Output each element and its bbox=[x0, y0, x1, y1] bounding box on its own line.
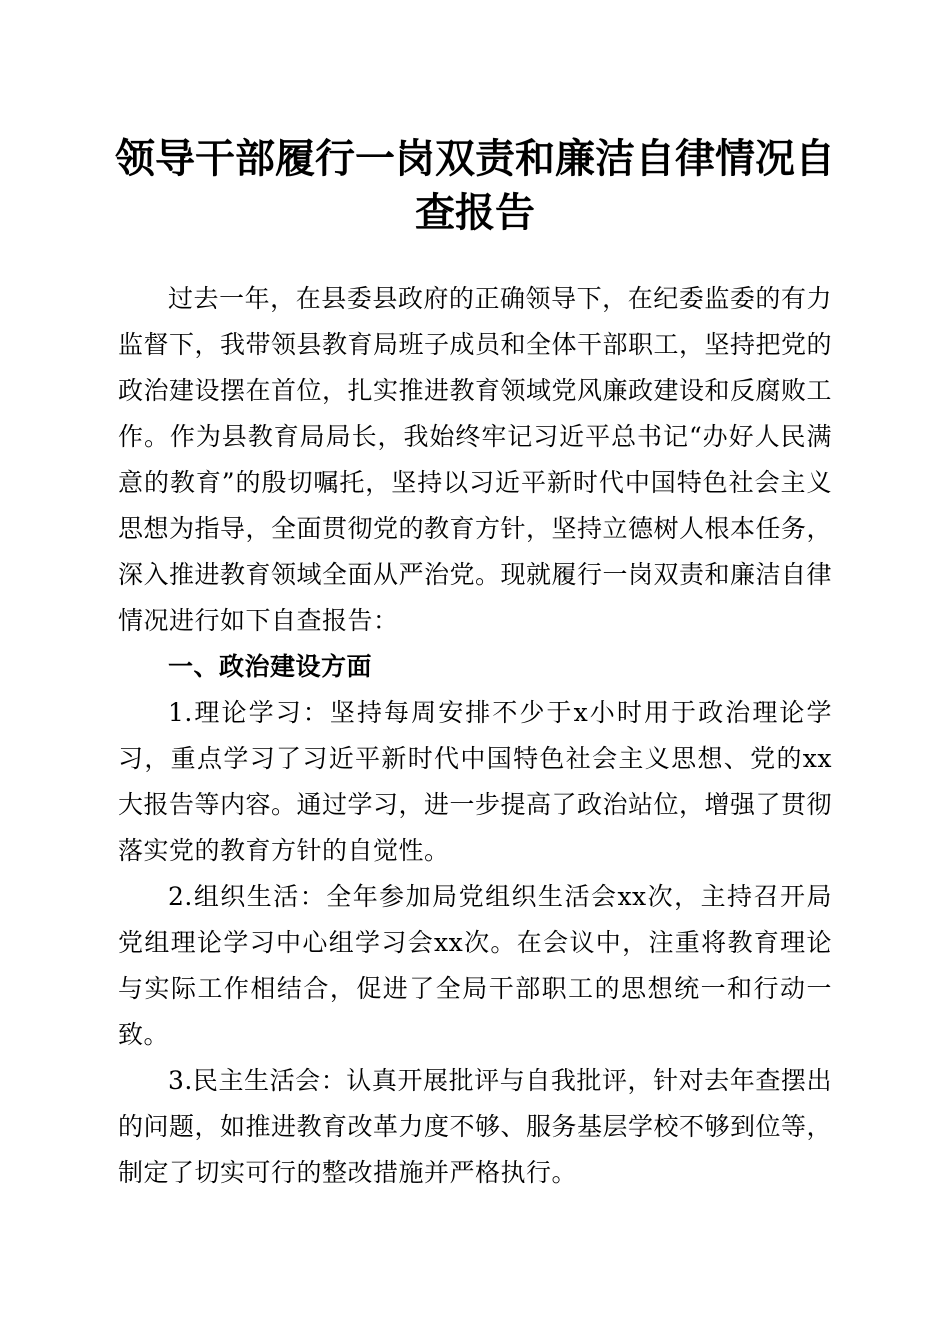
document-title: 领导干部履行一岗双责和廉洁自律情况自查报告 bbox=[115, 136, 835, 236]
item-democratic-life-meeting: 3.民主生活会：认真开展批评与自我批评，针对去年查摆出的问题，如推进教育改革力度不够、服务基层学校不够到位等，制定了切实可行的整改措施并严格执行。 bbox=[118, 1066, 833, 1187]
item-theory-study: 1.理论学习：坚持每周安排不少于x小时用于政治理论学习，重点学习了习近平新时代中国特色社会主义思想、党的xx大报告等内容。通过学习，进一步提高了政治站位，增强了贯彻落实党的教育方针的自觉性。 bbox=[118, 698, 833, 865]
section-heading-political-construction: 一、政治建设方面 bbox=[168, 652, 373, 681]
item-organization-life: 2.组织生活：全年参加局党组织生活会xx次，主持召开局党组理论学习中心组学习会xx次。在会议中，注重将教育理论与实际工作相结合，促进了全局干部职工的思想统一和行动一致。 bbox=[118, 882, 832, 1049]
document-body bbox=[118, 276, 832, 1196]
intro-paragraph: 过去一年，在县委县政府的正确领导下，在纪委监委的有力监督下，我带领县教育局班子成员和全体干部职工，坚持把党的政治建设摆在首位，扎实推进教育领域党风廉政建设和反腐败工作。作为县教育局局长，我始终牢记习近平总书记“办好人民满意的教育”的殷切嘱托，坚持以习近平新时代中国特色社会主义思想为指导，全面贯彻党的教育方针，坚持立德树人根本任务，深入推进教育领域全面从严治党。现就履行一岗双责和廉洁自律情况进行如下自查报告： bbox=[118, 284, 833, 635]
